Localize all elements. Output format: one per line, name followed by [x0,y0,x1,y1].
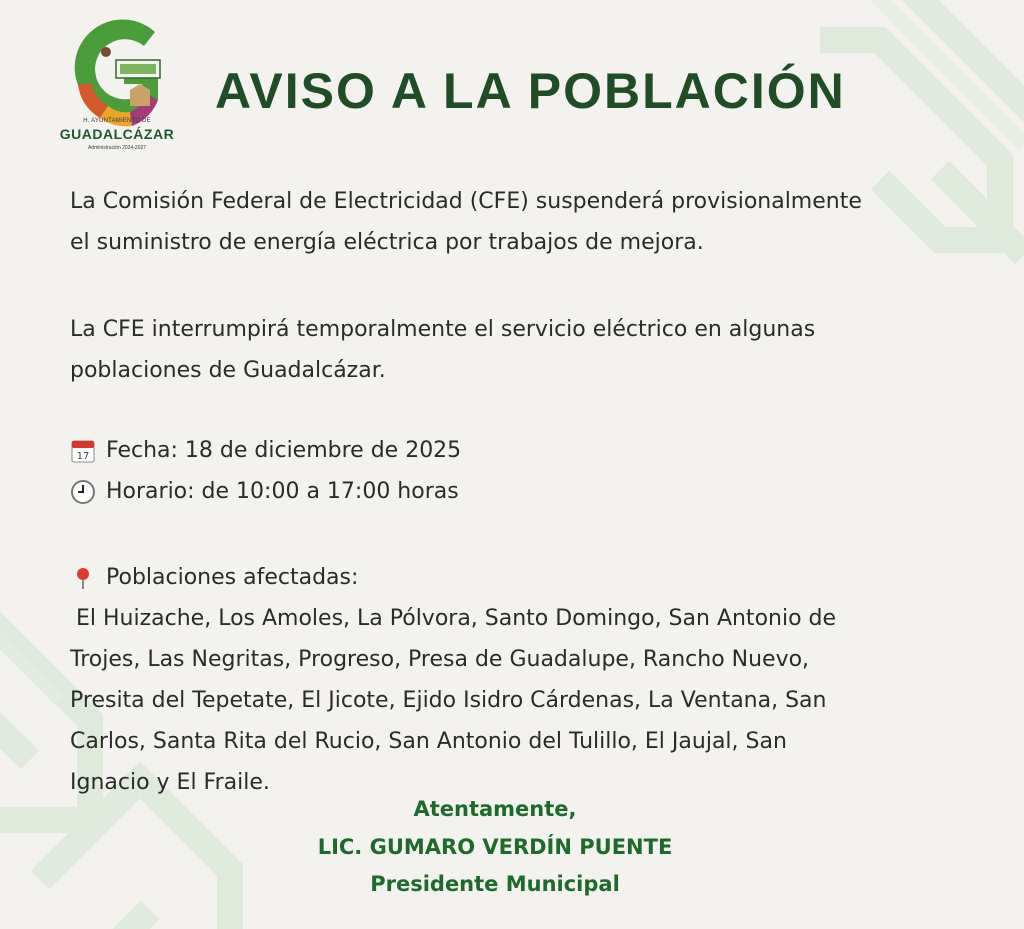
places-list [70,598,970,803]
affected-places [70,557,970,803]
svg-text:17: 17 [76,450,90,462]
paragraph-line: La CFE interrumpirá temporalmente el servicio eléctrico en algunas [70,317,816,342]
signature-name: LIC. GUMARO VERDÍN PUENTE [317,835,673,859]
places-line: El Huizache, Los Amoles, La Pólvora, Santo Domingo, San Antonio de [76,606,837,631]
places-line: Ignacio y El Fraile. [70,770,270,795]
logo-caption-small: H. AYUNTAMIENTO DE [83,118,151,124]
paragraph-line: poblaciones de Guadalcázar. [70,358,386,383]
places-label-row [70,557,970,598]
signature-role: Presidente Municipal [370,872,620,896]
places-line: Presita del Tepetate, El Jicote, Ejido Isidro Cárdenas, La Ventana, San [70,688,827,713]
date-row [70,430,670,471]
pin-icon [70,565,96,591]
places-label: Poblaciones afectadas: [106,565,359,590]
schedule-info [70,430,670,512]
schedule-text: Horario: de 10:00 a 17:00 horas [106,479,459,504]
paragraph-suspension [70,181,990,263]
calendar-icon [70,438,96,464]
paragraph-interruption [70,309,970,391]
paragraph-line: La Comisión Federal de Electricidad (CFE) suspenderá provisionalmente [70,189,862,214]
date-text: Fecha: 18 de diciembre de 2025 [106,438,462,463]
logo-caption-administration: Administración 2024-2027 [87,145,147,151]
logo-caption-municipality: GUADALCÁZAR [59,126,175,142]
places-line: Carlos, Santa Rita del Rucio, San Antonio del Tulillo, El Jaujal, San [70,729,787,754]
places-line: Trojes, Las Negritas, Progreso, Presa de Guadalupe, Rancho Nuevo, [70,647,810,672]
page-title: AVISO A LA POBLACIÓN [215,63,846,119]
clock-icon [70,479,96,505]
paragraph-line: el suministro de energía eléctrica por trabajos de mejora. [70,230,704,255]
time-row [70,471,670,512]
signature-closing: Atentamente, [413,797,577,821]
